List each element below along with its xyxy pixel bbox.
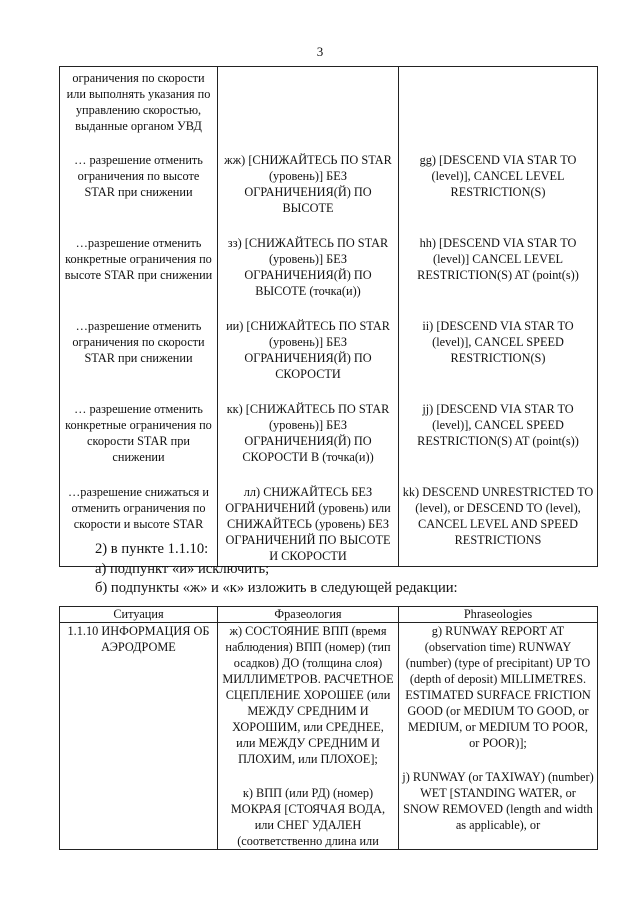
english-phrase-cell <box>399 67 598 153</box>
phraseology-table-continued <box>59 66 598 567</box>
russian-phrase-k: к) ВПП (или РД) (номер) МОКРАЯ [СТОЯЧАЯ ВОДА, или СНЕГ УДАЛЕН (соответственно длина или <box>230 786 386 848</box>
table-row <box>60 401 598 484</box>
airport-information-table <box>59 606 598 850</box>
english-phrase-cell <box>399 623 598 850</box>
column-header-phraseology: Фразеология <box>218 607 399 623</box>
situation-cell: … разрешение отменить ограничения по высоте STAR при снижении <box>60 152 218 235</box>
russian-phrase-cell: жж) [СНИЖАЙТЕСЬ ПО STAR (уровень)] БЕЗ ОГРАНИЧЕНИЯ(Й) ПО ВЫСОТЕ <box>218 152 399 235</box>
table-header-row <box>60 607 598 623</box>
instruction-line: 2) в пункте 1.1.10: <box>95 541 209 557</box>
russian-phrase-cell: ии) [СНИЖАЙТЕСЬ ПО STAR (уровень)] БЕЗ ОГРАНИЧЕНИЯ(Й) ПО СКОРОСТИ <box>218 318 399 401</box>
spacer <box>402 751 594 769</box>
english-phrase-cell: ii) [DESCEND VIA STAR TO (level)], CANCEL SPEED RESTRICTION(S) <box>399 318 598 401</box>
russian-phrase-cell: лл) СНИЖАЙТЕСЬ БЕЗ ОГРАНИЧЕНИЙ (уровень) или СНИЖАЙТЕСЬ (уровень) БЕЗ ОГРАНИЧЕНИЙ ПО ВЫСОТЕ И СКОРОСТИ <box>218 484 399 567</box>
english-phrase-j: j) RUNWAY (or TAXIWAY) (number) WET [STANDING WATER, or SNOW REMOVED (length and width as applicable), or <box>402 770 594 832</box>
english-phrase-cell: kk) DESCEND UNRESTRICTED TO (level), or DESCEND TO (level), CANCEL LEVEL AND SPEED RESTRICTIONS <box>399 484 598 567</box>
english-phrase-cell: jj) [DESCEND VIA STAR TO (level)], CANCEL SPEED RESTRICTION(S) AT (point(s)) <box>399 401 598 484</box>
instruction-line: а) подпункт «и» исключить; <box>95 561 270 577</box>
spacer <box>221 767 395 785</box>
russian-phrase-cell <box>218 67 399 153</box>
situation-cell: ограничения по скорости или выполнять указания по управлению скоростью, выданные органом УВД <box>60 67 218 153</box>
table-row <box>60 623 598 850</box>
situation-cell: …разрешение отменить конкретные ограничения по высоте STAR при снижении <box>60 235 218 318</box>
column-header-phraseologies: Phraseologies <box>399 607 598 623</box>
english-phrase-cell: hh) [DESCEND VIA STAR TO (level)] CANCEL LEVEL RESTRICTION(S) AT (point(s)) <box>399 235 598 318</box>
situation-cell: …разрешение отменить ограничения по скорости STAR при снижении <box>60 318 218 401</box>
english-phrase-g: g) RUNWAY REPORT AT (observation time) RUNWAY (number) (type of precipitant) UP TO (depth of deposit) MILLIMETRES. ESTIMATED SURFACE FRICTION GOOD (or MEDIUM TO GOOD, or MEDIUM, or MEDIUM TO POOR, or POOR)]; <box>405 624 591 750</box>
situation-cell <box>60 623 218 850</box>
table-row <box>60 235 598 318</box>
page-number: 3 <box>316 44 324 59</box>
situation-text: 1.1.10 ИНФОРМАЦИЯ ОБ АЭРОДРОМЕ <box>67 624 210 654</box>
instruction-line: б) подпункты «ж» и «к» изложить в следующей редакции: <box>95 580 458 596</box>
table-row <box>60 152 598 235</box>
table-row <box>60 318 598 401</box>
table-row <box>60 67 598 153</box>
russian-phrase-cell: зз) [СНИЖАЙТЕСЬ ПО STAR (уровень)] БЕЗ ОГРАНИЧЕНИЯ(Й) ПО ВЫСОТЕ (точка(и)) <box>218 235 399 318</box>
russian-phrase-g: ж) СОСТОЯНИЕ ВПП (время наблюдения) ВПП (номер) (тип осадков) ДО (толщина слоя) МИЛЛИМЕТРОВ. РАСЧЕТНОЕ СЦЕПЛЕНИЕ ХОРОШЕЕ (или МЕЖДУ СРЕДНИМ И ХОРОШИМ, или СРЕДНЕЕ, или МЕЖДУ СРЕДНИМ И ПЛОХИМ, или ПЛОХОЕ]; <box>222 624 394 766</box>
english-phrase-cell: gg) [DESCEND VIA STAR TO (level)], CANCEL LEVEL RESTRICTION(S) <box>399 152 598 235</box>
situation-cell: … разрешение отменить конкретные ограничения по скорости STAR при снижении <box>60 401 218 484</box>
russian-phrase-cell <box>218 623 399 850</box>
russian-phrase-cell: кк) [СНИЖАЙТЕСЬ ПО STAR (уровень)] БЕЗ ОГРАНИЧЕНИЯ(Й) ПО СКОРОСТИ В (точка(и)) <box>218 401 399 484</box>
column-header-situation: Ситуация <box>60 607 218 623</box>
situation-cell: …разрешение снижаться и отменить ограничения по скорости и высоте STAR <box>60 484 218 567</box>
